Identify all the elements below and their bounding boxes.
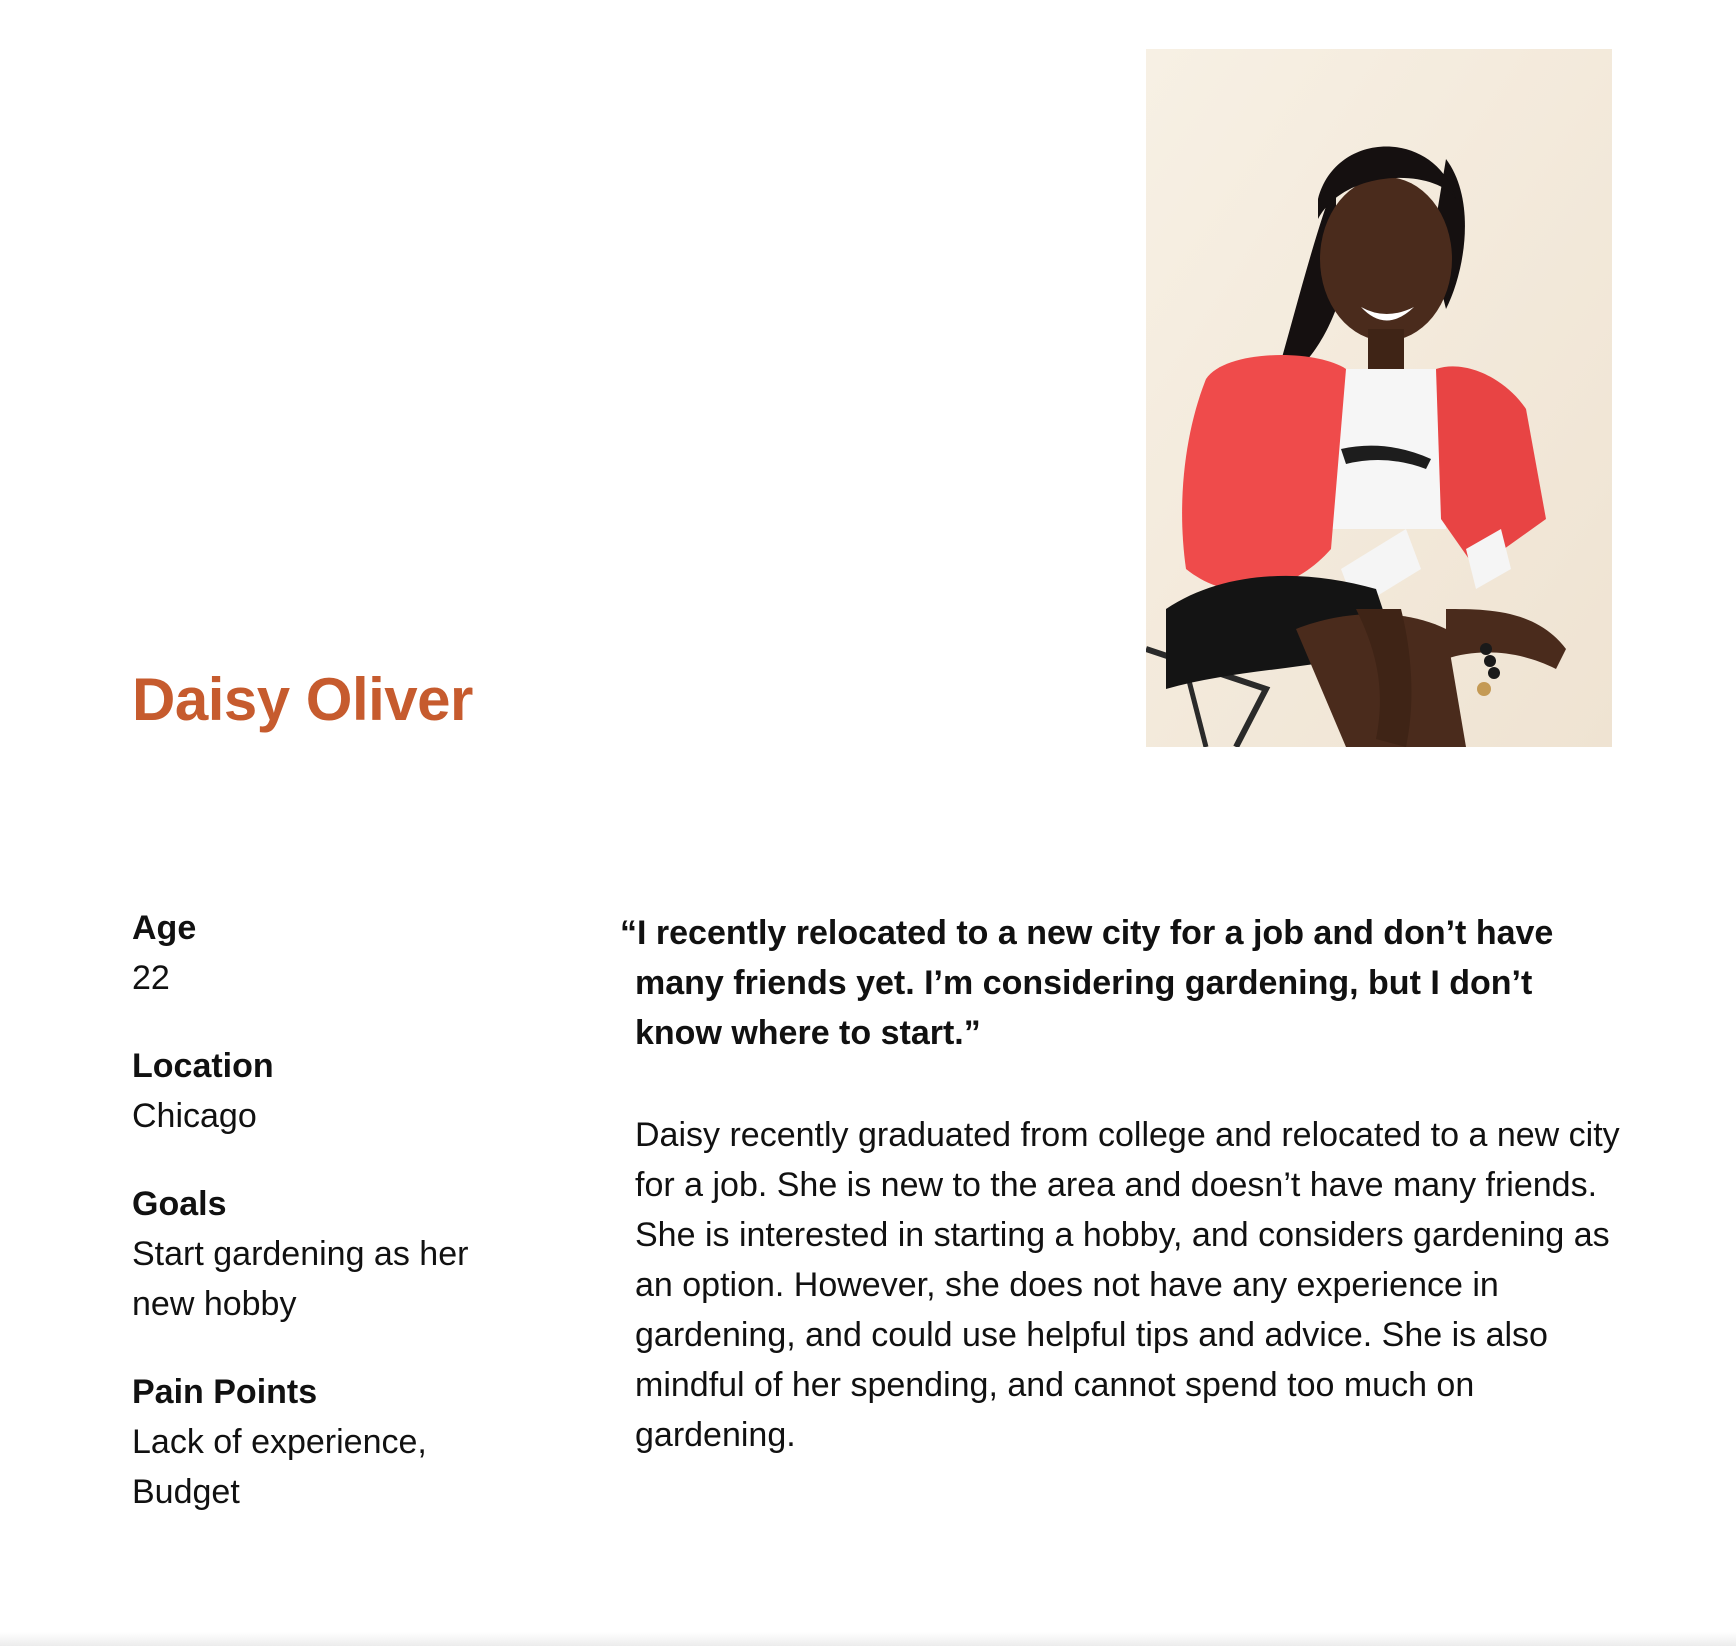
detail-age — [132, 903, 532, 1003]
persona-bio: Daisy recently graduated from college and relocated to a new city for a job. She is new to the area and doesn’t have many friends. She is interested in starting a hobby, and considers gardening as an option. However, she does not have any experience in gardening, and could use helpful tips and advice. She is also mindful of her spending, and cannot spend too much on gardening. — [635, 1116, 1620, 1454]
detail-goals — [132, 1179, 532, 1329]
persona-name: Daisy Oliver — [132, 666, 473, 733]
persona-photo — [1146, 49, 1612, 747]
detail-label: Location — [132, 1047, 274, 1085]
detail-value: Start gardening as her new hobby — [132, 1235, 469, 1323]
portrait-photo-icon — [1146, 49, 1612, 747]
detail-label: Age — [132, 909, 197, 947]
persona-narrative — [620, 908, 1620, 1460]
persona-details — [132, 903, 532, 1555]
detail-value: 22 — [132, 959, 170, 997]
detail-label: Goals — [132, 1185, 227, 1223]
detail-value: Chicago — [132, 1097, 257, 1135]
page-bottom-edge — [0, 1632, 1736, 1646]
persona-quote: “I recently relocated to a new city for a job and don’t have many friends yet. I’m considering gardening, but I don’t know where to start.” — [620, 914, 1554, 1052]
detail-value: Lack of experience, Budget — [132, 1423, 427, 1511]
detail-label: Pain Points — [132, 1373, 318, 1411]
detail-pain-points — [132, 1367, 532, 1517]
detail-location — [132, 1041, 532, 1141]
